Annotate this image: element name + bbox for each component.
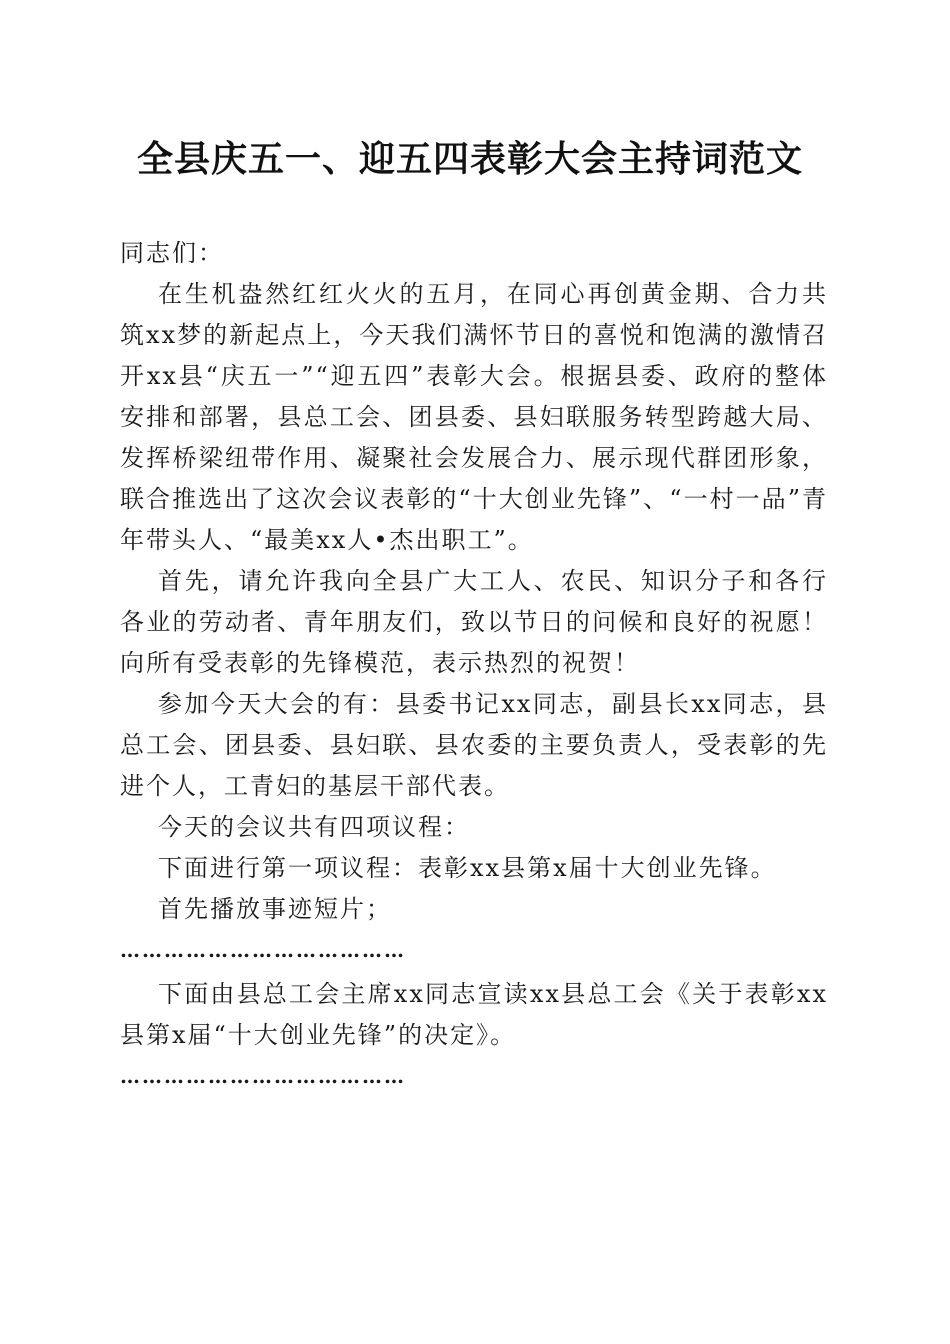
paragraph-agenda-item-1: 下面进行第一项议程：表彰xx县第x届十大创业先锋。 — [158, 854, 777, 882]
ellipsis-line: ………………………………… — [120, 1064, 406, 1088]
paragraph-attendees: 参加今天大会的有：县委书记xx同志，副县长xx同志，县总工会、团县委、县妇联、县农委的主要负责人，受表彰的先进个人，工青妇的基层干部代表。 — [120, 690, 828, 800]
paragraph-agenda: 今天的会议共有四项议程： — [158, 813, 470, 841]
paragraph-decision: 下面由县总工会主席xx同志宣读xx县总工会《关于表彰xx县第x届“十大创业先锋”的决定》。 — [120, 980, 828, 1049]
paragraph-video: 首先播放事迹短片； — [158, 895, 392, 923]
document-title: 全县庆五一、迎五四表彰大会主持词范文 — [136, 138, 803, 180]
paragraph-greetings: 首先，请允许我向全县广大工人、农民、知识分子和各行各业的劳动者、青年朋友们，致以节日的问候和良好的祝愿！向所有受表彰的先锋模范，表示热烈的祝贺！ — [120, 567, 828, 677]
salutation: 同志们： — [120, 239, 224, 267]
paragraph-opening: 在生机盎然红红火火的五月，在同心再创黄金期、合力共筑xx梦的新起点上，今天我们满怀节日的喜悦和饱满的激情召开xx县“庆五一”“迎五四”表彰大会。根据县委、政府的整体安排和部署，县总工会、团县委、县妇联服务转型跨越大局、发挥桥梁纽带作用、凝聚社会发展合力、展示现代群团形象，联合推选出了这次会议表彰的“十大创业先锋”、“一村一品”青年带头人、“最美xx人•杰出职工”。 — [120, 280, 828, 554]
ellipsis-line: ………………………………… — [120, 938, 406, 962]
document-body — [120, 233, 828, 1097]
